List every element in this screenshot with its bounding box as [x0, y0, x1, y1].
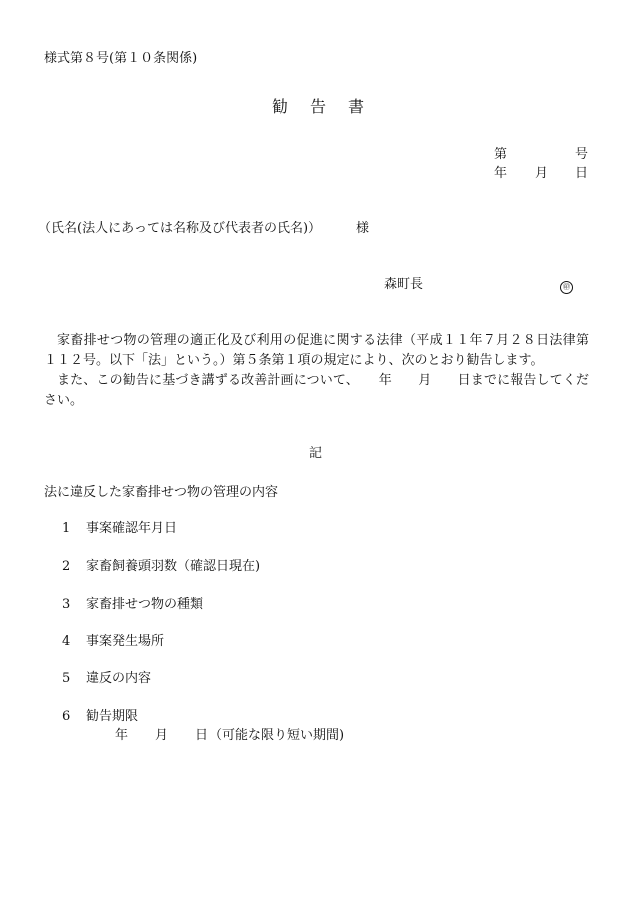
seal-icon: ㊞ — [560, 281, 573, 294]
title-char-1: 勧 — [272, 97, 289, 116]
ki-marker: 記 — [309, 446, 323, 461]
doc-number-prefix: 第 — [494, 147, 508, 162]
document-title — [272, 98, 364, 116]
item-6-label: 勧告期限 — [86, 709, 139, 724]
item-2-label: 家畜飼養頭羽数（確認日現在) — [86, 559, 261, 574]
section-heading: 法に違反した家畜排せつ物の管理の内容 — [44, 485, 279, 500]
body-paragraph-1: 家畜排せつ物の管理の適正化及び利用の促進に関する法律（平成１１年７月２８日法律第１１２号。以下「法」という。）第５条第１項の規定により、次のとおり勧告します。 — [44, 333, 589, 368]
doc-date-year: 年 — [494, 166, 508, 181]
title-char-2: 告 — [310, 97, 327, 116]
item-5-label: 違反の内容 — [86, 671, 152, 686]
deadline-month: 月 — [155, 728, 169, 743]
deadline-note: （可能な限り短い期間) — [209, 728, 345, 743]
recipient-name: （氏名(法人にあっては名称及び代表者の氏名)） — [38, 221, 322, 236]
recipient-honorific: 様 — [356, 221, 370, 236]
body-paragraph-2: また、この勧告に基づき講ずる改善計画について、 年 月 日までに報告してください。 — [44, 373, 589, 408]
doc-date-day: 日 — [575, 166, 589, 181]
issuer-seal-wrapper — [560, 277, 573, 295]
item-1-label: 事案確認年月日 — [86, 521, 178, 536]
item-5-number: 5 — [62, 671, 71, 686]
deadline-day: 日 — [195, 728, 209, 743]
deadline-year: 年 — [115, 728, 129, 743]
item-4-number: 4 — [62, 634, 71, 649]
doc-date-month: 月 — [535, 166, 549, 181]
item-3-number: 3 — [62, 597, 71, 612]
item-2-number: 2 — [62, 559, 71, 574]
title-char-3: 書 — [348, 97, 365, 116]
doc-number-suffix: 号 — [575, 147, 589, 162]
item-4-label: 事案発生場所 — [86, 634, 165, 649]
item-6-number: 6 — [62, 709, 71, 724]
item-3-label: 家畜排せつ物の種類 — [86, 597, 204, 612]
form-label: 様式第８号(第１０条関係) — [44, 51, 198, 66]
issuer-title: 森町長 — [384, 277, 424, 292]
item-1-number: 1 — [62, 521, 71, 536]
